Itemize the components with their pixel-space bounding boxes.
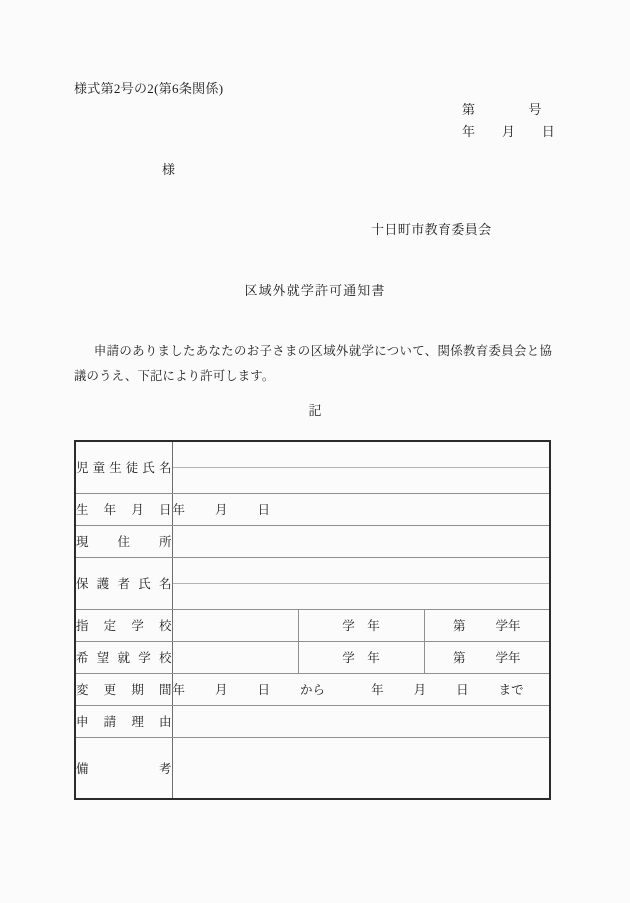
form-code-label: 様式第2号の2(第6条関係) — [74, 81, 224, 96]
body-paragraph: 申請のありましたあなたのお子さまの区域外就学について、関係教育委員会と協議のうえ、下記により許可します。 — [74, 344, 552, 383]
birthdate-month: 月 — [215, 503, 228, 517]
application-details-table — [74, 440, 551, 800]
row-value-designated-school[interactable] — [172, 609, 298, 641]
designated-school-grade-label: 学 年 — [298, 609, 424, 641]
row-label-remarks: 備考 — [75, 737, 172, 799]
row-value-desired-school[interactable] — [172, 641, 298, 673]
addressee-honorific: 様 — [162, 162, 176, 177]
row-value-address[interactable] — [172, 525, 550, 557]
table-row — [75, 705, 550, 737]
table-row — [75, 641, 550, 673]
desired-school-grade-value[interactable]: 第 学年 — [424, 641, 550, 673]
row-value-birthdate[interactable] — [172, 493, 550, 525]
table-row — [75, 525, 550, 557]
issuer-name: 十日町市教育委員会 — [371, 222, 492, 237]
table-row — [75, 737, 550, 799]
period-from-particle: から — [300, 683, 326, 697]
designated-school-grade-value[interactable]: 第 学年 — [424, 609, 550, 641]
period-to-day: 日 — [456, 683, 469, 697]
birthdate-year: 年 — [172, 503, 186, 517]
period-to-month: 月 — [413, 683, 427, 697]
ki-marker: 記 — [308, 403, 322, 418]
table-row — [75, 557, 550, 609]
table-row — [75, 441, 550, 493]
period-from-month: 月 — [215, 683, 228, 697]
period-to-particle: まで — [498, 683, 524, 697]
row-label-application-reason: 申請理由 — [75, 705, 172, 737]
birthdate-day: 日 — [257, 503, 271, 517]
row-value-student-name[interactable] — [172, 441, 550, 493]
row-label-guardian-name: 保護者氏名 — [75, 557, 172, 609]
row-value-change-period[interactable] — [172, 673, 550, 705]
desired-school-grade-label: 学 年 — [298, 641, 424, 673]
document-date-field: 年 月 日 — [462, 124, 556, 139]
table-row — [75, 493, 550, 525]
table-row — [75, 673, 550, 705]
document-title: 区域外就学許可通知書 — [244, 283, 386, 298]
row-label-address: 現住所 — [75, 525, 172, 557]
row-value-guardian-name[interactable] — [172, 557, 550, 609]
row-label-designated-school: 指定学校 — [75, 609, 172, 641]
table-row — [75, 609, 550, 641]
period-from-year: 年 — [172, 683, 186, 697]
row-value-remarks[interactable] — [172, 737, 550, 799]
row-label-student-name: 児童生徒氏名 — [75, 441, 172, 493]
row-label-desired-school: 希望就学校 — [75, 641, 172, 673]
row-label-change-period: 変更期間 — [75, 673, 172, 705]
document-number-field: 第 号 — [462, 102, 542, 117]
period-from-day: 日 — [257, 683, 271, 697]
row-label-birthdate: 生年月日 — [75, 493, 172, 525]
row-value-application-reason[interactable] — [172, 705, 550, 737]
period-to-year: 年 — [371, 683, 384, 697]
